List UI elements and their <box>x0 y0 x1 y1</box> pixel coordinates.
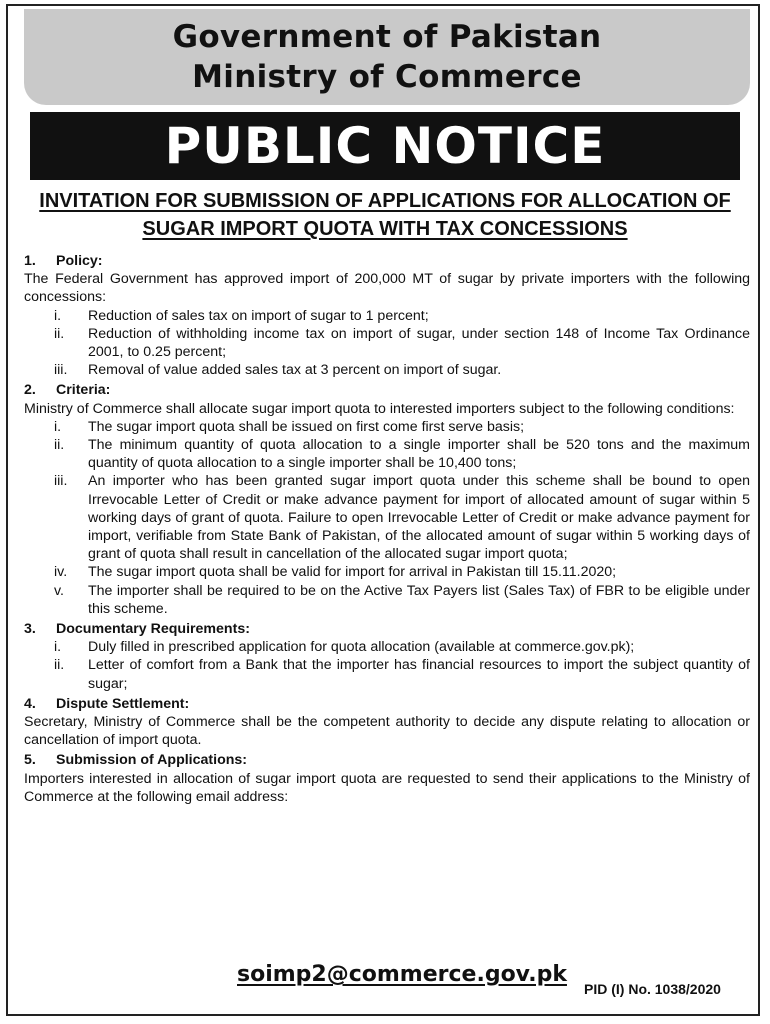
item-text: Removal of value added sales tax at 3 percent on import of sugar. <box>88 362 502 379</box>
section-submission <box>24 751 750 806</box>
item-text: The sugar import quota shall be valid for import for arrival in Pakistan till 15.11.2020; <box>88 564 617 581</box>
list-item <box>24 472 750 563</box>
list-item <box>24 582 750 618</box>
section-heading <box>24 751 750 769</box>
section-title: Criteria: <box>56 382 111 399</box>
item-numeral: iii. <box>54 473 68 490</box>
section-number: 1. <box>24 253 36 269</box>
government-title: Government of Pakistan <box>172 19 602 55</box>
header-banner <box>24 9 750 105</box>
item-numeral: i. <box>54 307 62 324</box>
item-numeral: iii. <box>54 362 68 379</box>
section-intro: Secretary, Ministry of Commerce shall be the competent authority to decide any dispute relating to allocation or cancellation of import quota. <box>24 714 750 749</box>
item-numeral: i. <box>54 639 62 656</box>
item-numeral: iv. <box>54 564 68 581</box>
item-text: An importer who has been granted sugar import quota under this scheme shall be bound to open Irrevocable Letter of Credit or make advance payment for import of allocated amount of sugar within 5 working days of grant of quota. Failure to open Irrevocable Letter of Credit or make advance payment for import, verifiable from State Bank of Pakistan, of the allocated amount of sugar within 5 working days of grant of quota shall result in cancellation of the allocated sugar import quota; <box>88 473 750 563</box>
notice-headline <box>20 187 750 243</box>
headline-line-2: SUGAR IMPORT QUOTA WITH TAX CONCESSIONS <box>142 218 628 240</box>
pid-number: PID (I) No. 1038/2020 <box>584 981 721 997</box>
item-numeral: ii. <box>54 437 65 454</box>
section-number: 5. <box>24 752 36 769</box>
item-numeral: ii. <box>54 657 65 674</box>
section-criteria <box>24 381 750 618</box>
section-number: 3. <box>24 621 36 638</box>
item-text: The minimum quantity of quota allocation to a single importer shall be 520 tons and the maximum quantity of quota allocation to a single importer shall be 10,400 tons; <box>88 437 750 472</box>
list-item <box>24 656 750 692</box>
section-title: Policy: <box>56 253 103 269</box>
section-dispute-settlement <box>24 695 750 750</box>
list-item <box>24 361 750 379</box>
list-item <box>24 436 750 472</box>
list-item <box>24 563 750 581</box>
item-numeral: i. <box>54 418 62 435</box>
section-number: 4. <box>24 695 36 712</box>
section-heading <box>24 695 750 713</box>
list-item <box>24 307 750 325</box>
section-intro: Importers interested in allocation of sugar import quota are requested to send their applications to the Ministry of Commerce at the following email address: <box>24 770 750 805</box>
headline-line-1: INVITATION FOR SUBMISSION OF APPLICATIONS FOR ALLOCATION OF <box>39 190 731 212</box>
section-documentary-requirements <box>24 620 750 693</box>
notice-body <box>24 250 750 806</box>
item-text: Reduction of sales tax on import of sugar to 1 percent; <box>88 307 429 324</box>
section-intro: Ministry of Commerce shall allocate sugar import quota to interested importers subject to the following conditions: <box>24 400 735 417</box>
list-item <box>24 325 750 361</box>
section-intro: The Federal Government has approved import of 200,000 MT of sugar by private importers with the following concessions: <box>24 271 750 306</box>
item-text: Duly filled in prescribed application for quota allocation (available at commerce.gov.pk); <box>88 639 635 656</box>
section-title: Dispute Settlement: <box>56 695 190 712</box>
section-title: Documentary Requirements: <box>56 621 250 638</box>
item-numeral: ii. <box>54 325 65 342</box>
section-policy <box>24 252 750 379</box>
section-title: Submission of Applications: <box>56 752 248 769</box>
section-heading <box>24 381 750 399</box>
ministry-title: Ministry of Commerce <box>192 59 582 95</box>
item-text: Letter of comfort from a Bank that the importer has financial resources to import the subject quantity of sugar; <box>88 657 750 692</box>
item-numeral: v. <box>54 582 64 599</box>
list-item <box>24 638 750 656</box>
item-text: The importer shall be required to be on the Active Tax Payers list (Sales Tax) of FBR to be eligible under this scheme. <box>88 582 750 617</box>
section-number: 2. <box>24 382 36 399</box>
section-heading <box>24 620 750 638</box>
section-heading <box>24 252 750 270</box>
item-text: Reduction of withholding income tax on import of sugar, under section 148 of Income Tax Ordinance 2001, to 0.25 percent; <box>88 325 750 361</box>
contact-email-link[interactable]: soimp2@commerce.gov.pk <box>237 962 567 987</box>
public-notice-title: PUBLIC NOTICE <box>30 112 740 180</box>
item-text: The sugar import quota shall be issued on first come first serve basis; <box>88 418 525 435</box>
list-item <box>24 418 750 436</box>
